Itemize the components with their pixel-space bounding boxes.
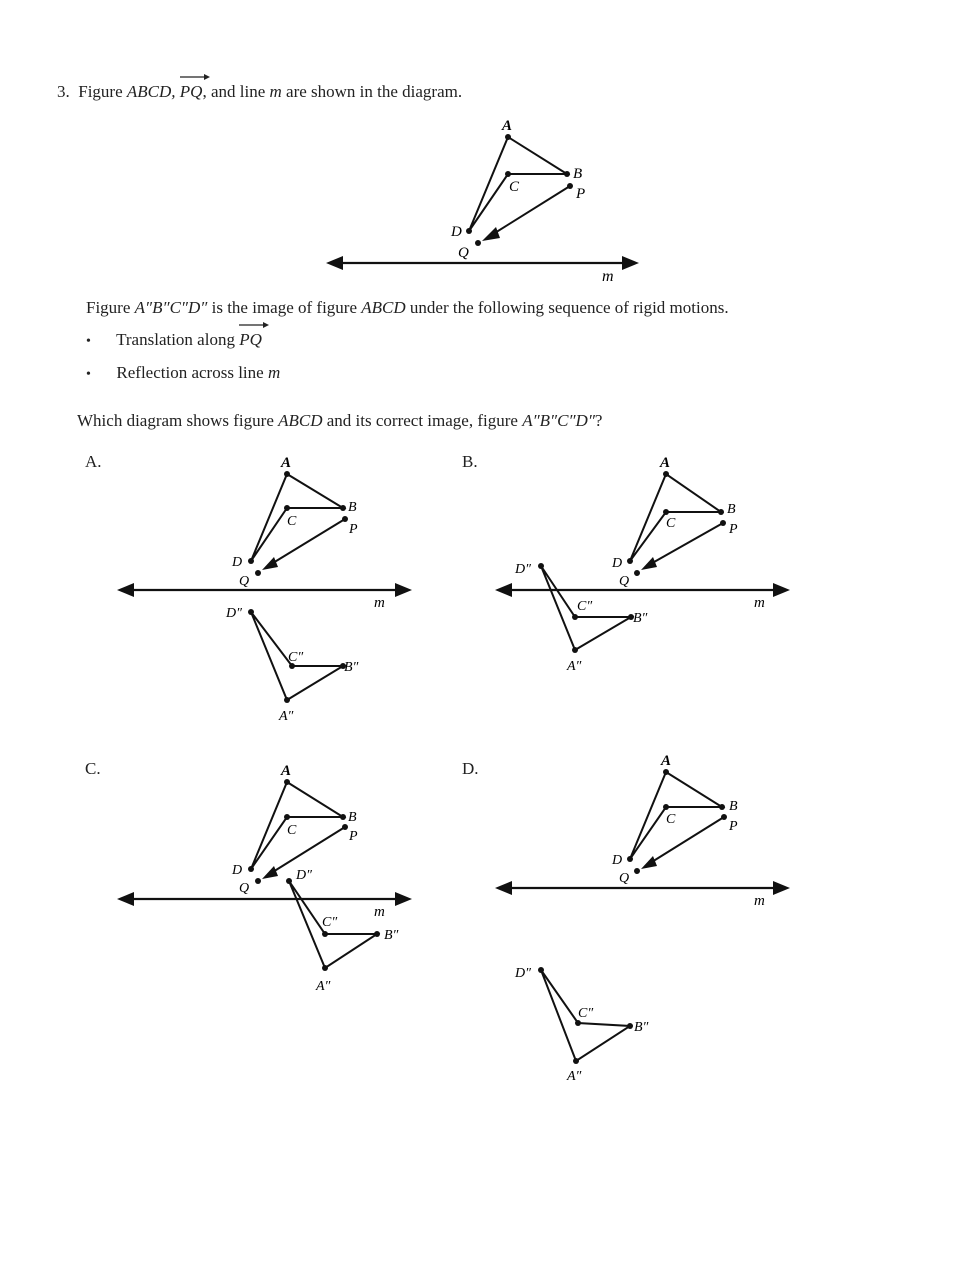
label-P: P	[576, 186, 586, 202]
svg-text:m: m	[374, 595, 385, 611]
svg-text:C: C	[287, 823, 297, 838]
arrowhead-left	[326, 256, 343, 270]
label-m: m	[602, 268, 614, 285]
option-b-label[interactable]: B.	[462, 452, 478, 471]
label-C: C	[509, 179, 520, 195]
option-d-label[interactable]: D.	[462, 759, 479, 778]
option-c-diagram[interactable]	[110, 757, 420, 997]
svg-text:A″: A″	[567, 659, 582, 674]
vector-pq: PQ	[180, 82, 203, 102]
svg-text:m: m	[374, 904, 385, 920]
main-diagram	[320, 110, 650, 285]
label-Q: Q	[458, 245, 469, 261]
svg-text:B: B	[729, 799, 738, 814]
svg-text:D: D	[612, 556, 623, 571]
svg-text:D: D	[232, 863, 243, 878]
svg-text:A: A	[281, 763, 292, 779]
svg-text:B″: B″	[344, 660, 359, 675]
svg-text:P: P	[349, 522, 358, 537]
option-d-diagram[interactable]	[490, 748, 800, 1088]
question-header: 3. Figure ABCD, PQ, and line m are shown in the diagram.	[57, 82, 462, 102]
option-a-label[interactable]: A.	[85, 452, 102, 471]
sequence-step-2: • Reflection across line m	[86, 363, 281, 382]
svg-text:B: B	[348, 810, 357, 825]
label-A: A	[502, 118, 513, 134]
svg-text:B: B	[727, 502, 736, 517]
svg-text:C″: C″	[577, 599, 593, 614]
svg-text:C: C	[666, 516, 676, 531]
svg-text:P: P	[349, 829, 358, 844]
svg-text:D: D	[612, 853, 623, 868]
label-D: D	[451, 224, 462, 240]
label-B: B	[573, 166, 583, 182]
svg-text:B″: B″	[633, 611, 648, 626]
svg-text:A: A	[281, 455, 292, 471]
svg-text:D″: D″	[515, 966, 531, 981]
svg-text:A″: A″	[279, 709, 294, 724]
option-b-diagram[interactable]	[490, 448, 800, 683]
svg-text:P: P	[729, 522, 738, 537]
vector-pq-arrowhead	[482, 227, 500, 241]
svg-text:C: C	[666, 812, 676, 827]
svg-text:B″: B″	[634, 1020, 649, 1035]
svg-text:Q: Q	[239, 574, 250, 589]
svg-text:A: A	[660, 455, 671, 471]
svg-text:D″: D″	[515, 562, 531, 577]
svg-text:A″: A″	[316, 979, 331, 994]
svg-text:Q: Q	[619, 574, 630, 589]
svg-text:Q: Q	[619, 871, 630, 886]
prompt: Which diagram shows figure ABCD and its correct image, figure A″B″C″D″?	[77, 411, 603, 430]
figure-name: ABCD,	[126, 82, 176, 101]
svg-text:D″: D″	[226, 606, 242, 621]
sequence-intro: Figure A″B″C″D″ is the image of figure ABCD under the following sequence of rigid motions.	[86, 298, 729, 317]
option-c-label[interactable]: C.	[85, 759, 101, 778]
svg-text:m: m	[754, 893, 765, 909]
svg-text:A″: A″	[567, 1069, 582, 1084]
svg-text:D″: D″	[296, 868, 312, 883]
svg-text:D: D	[232, 555, 243, 570]
arrowhead-right	[622, 256, 639, 270]
svg-text:m: m	[754, 595, 765, 611]
option-a-diagram[interactable]	[110, 448, 420, 728]
svg-text:B: B	[348, 500, 357, 515]
question-number: 3.	[57, 82, 70, 101]
vector-pq-line	[490, 186, 570, 236]
svg-text:C″: C″	[288, 650, 304, 665]
svg-text:C″: C″	[578, 1006, 594, 1021]
svg-text:Q: Q	[239, 881, 250, 896]
svg-text:P: P	[729, 819, 738, 834]
svg-text:C: C	[287, 514, 297, 529]
svg-text:A: A	[661, 753, 672, 769]
svg-text:C″: C″	[322, 915, 338, 930]
svg-text:B″: B″	[384, 928, 399, 943]
vector-pq: PQ	[239, 330, 262, 350]
sequence-step-1: • Translation along PQ	[86, 330, 262, 350]
